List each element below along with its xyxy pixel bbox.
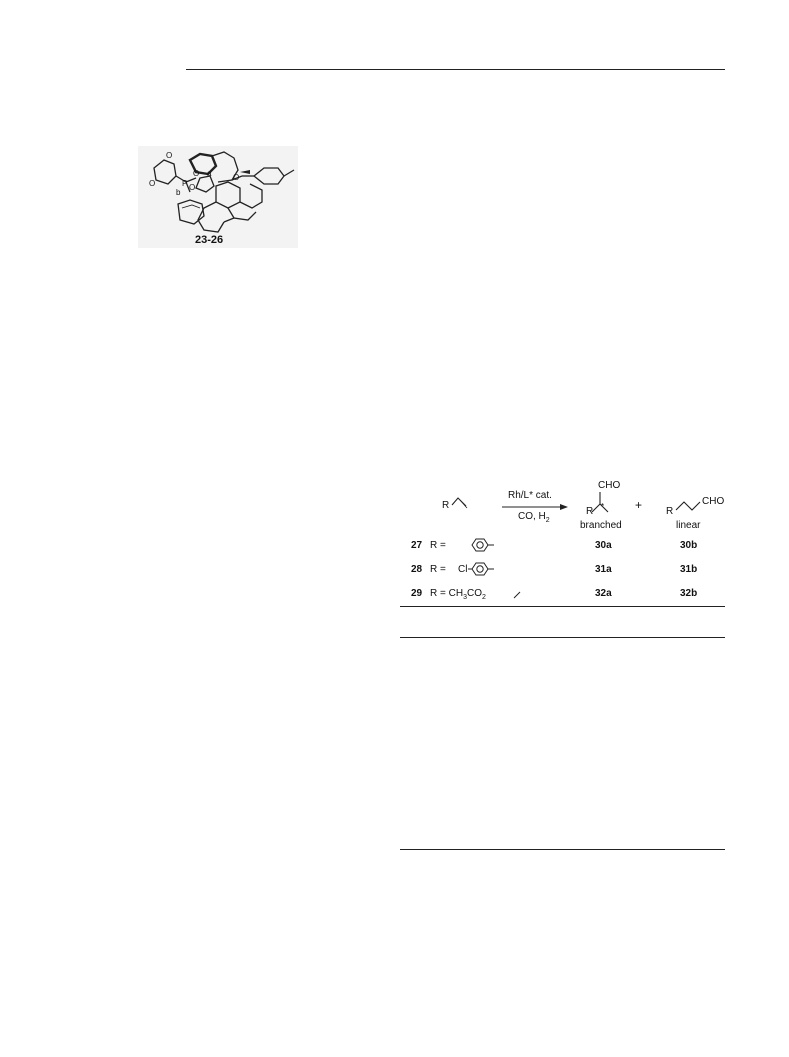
atom-o5: O [233, 173, 240, 182]
product-30b: 30b [680, 540, 698, 551]
substrate-r: R [442, 500, 450, 511]
bond-label-b: b [176, 188, 181, 197]
product-31a: 31a [595, 564, 612, 575]
ligand-caption: 23-26 [195, 234, 224, 246]
ligand-structure-figure [138, 146, 298, 248]
substrate-number-28: 28 [411, 564, 423, 575]
branched-stereo-star: * [601, 502, 605, 511]
arrow-top-label: Rh/L* cat. [508, 490, 552, 501]
atom-p: P [182, 179, 188, 188]
atom-o3: O [193, 169, 200, 178]
bond-stub-icon [512, 590, 522, 600]
scheme-drawing [400, 478, 728, 558]
linear-label: linear [676, 520, 701, 531]
linear-r: R [666, 506, 674, 517]
atom-o2: O [149, 179, 156, 188]
linear-cho: CHO [702, 496, 725, 507]
plus-sign: + [635, 498, 643, 512]
table-top-rule [400, 637, 725, 638]
branched-cho: CHO [598, 480, 621, 491]
r-group-27-prefix: R = [430, 540, 446, 551]
hydroformylation-scheme [400, 478, 728, 608]
r-group-28-prefix: R = [430, 564, 446, 575]
arrow-bottom-label: CO, $H_2$ [518, 511, 550, 524]
product-32a: 32a [595, 588, 612, 599]
branched-r: R [586, 506, 594, 517]
scheme-bottom-rule [400, 606, 725, 607]
ligand-structure-drawing [138, 146, 298, 248]
product-30a: 30a [595, 540, 612, 551]
product-31b: 31b [680, 564, 698, 575]
phenyl-icon [468, 537, 500, 553]
product-32b: 32b [680, 588, 698, 599]
atom-o1: O [166, 151, 173, 160]
chloro-label: Cl [458, 564, 468, 575]
substrate-number-29: 29 [411, 588, 423, 599]
table-bottom-rule [400, 849, 725, 850]
branched-label: branched [580, 520, 622, 531]
header-rule [186, 69, 725, 70]
substrate-number-27: 27 [411, 540, 423, 551]
r-group-29: $R = CH_3CO_2$ [430, 588, 486, 601]
bond-label-a: a [207, 169, 212, 178]
chlorophenyl-icon [468, 561, 500, 577]
atom-o4: O [189, 183, 196, 192]
